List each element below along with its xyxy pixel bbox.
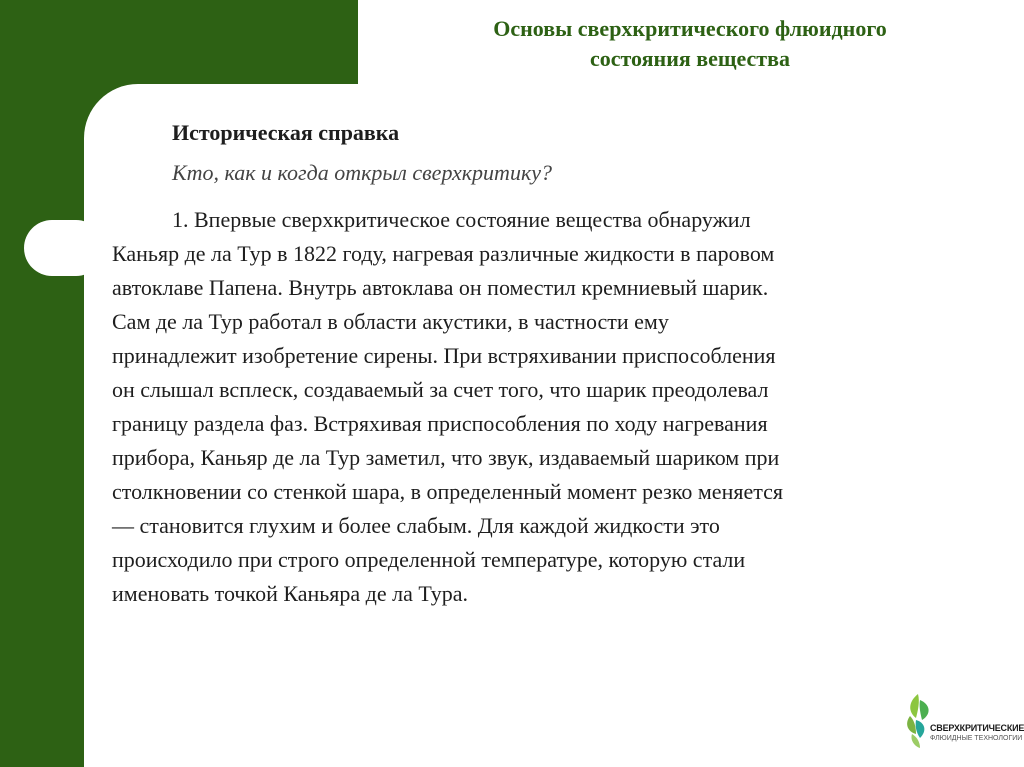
body-line: 1. Впервые сверхкритическое состояние вещества обнаружил [172,207,751,232]
logo-text-secondary: ФЛЮИДНЫЕ ТЕХНОЛОГИИ [930,735,1023,742]
body-line: автоклаве Папена. Внутрь автоклава он поместил кремниевый шарик. [112,275,769,300]
slide-title-line-2: состояния вещества [590,46,790,71]
body-line: — становится глухим и более слабым. Для каждой жидкости это [112,513,720,538]
slide-title [380,14,1000,74]
body-line: Сам де ла Тур работал в области акустики, в частности ему [112,309,669,334]
body-line: столкновении со стенкой шара, в определенный момент резко меняется [112,479,783,504]
section-heading: Историческая справка [172,120,400,145]
body-line: происходило при строго определенной температуре, которую стали [112,547,746,572]
body-line: он слышал всплеск, создаваемый за счет того, что шарик преодолевал [112,377,769,402]
slide-title-line-1: Основы сверхкритического флюидного [493,16,887,41]
body-line: именовать точкой Каньяра де ла Тура. [112,581,468,606]
body-line: прибора, Каньяр де ла Тур заметил, что звук, издаваемый шариком при [112,445,780,470]
body-line: границу раздела фаз. Встряхивая приспособления по ходу нагревания [112,411,768,436]
logo-text-primary: СВЕРХКРИТИЧЕСКИЕ [930,723,1024,733]
company-logo [904,690,1024,752]
leaf-icon [904,690,934,752]
body-line: Каньяр де ла Тур в 1822 году, нагревая различные жидкости в паровом [112,241,775,266]
white-tab-decoration [24,220,104,276]
body-line: принадлежит изобретение сирены. При встряхивании приспособления [112,343,776,368]
body-paragraph [112,203,1002,611]
section-question: Кто, как и когда открыл сверхкритику? [172,160,553,185]
